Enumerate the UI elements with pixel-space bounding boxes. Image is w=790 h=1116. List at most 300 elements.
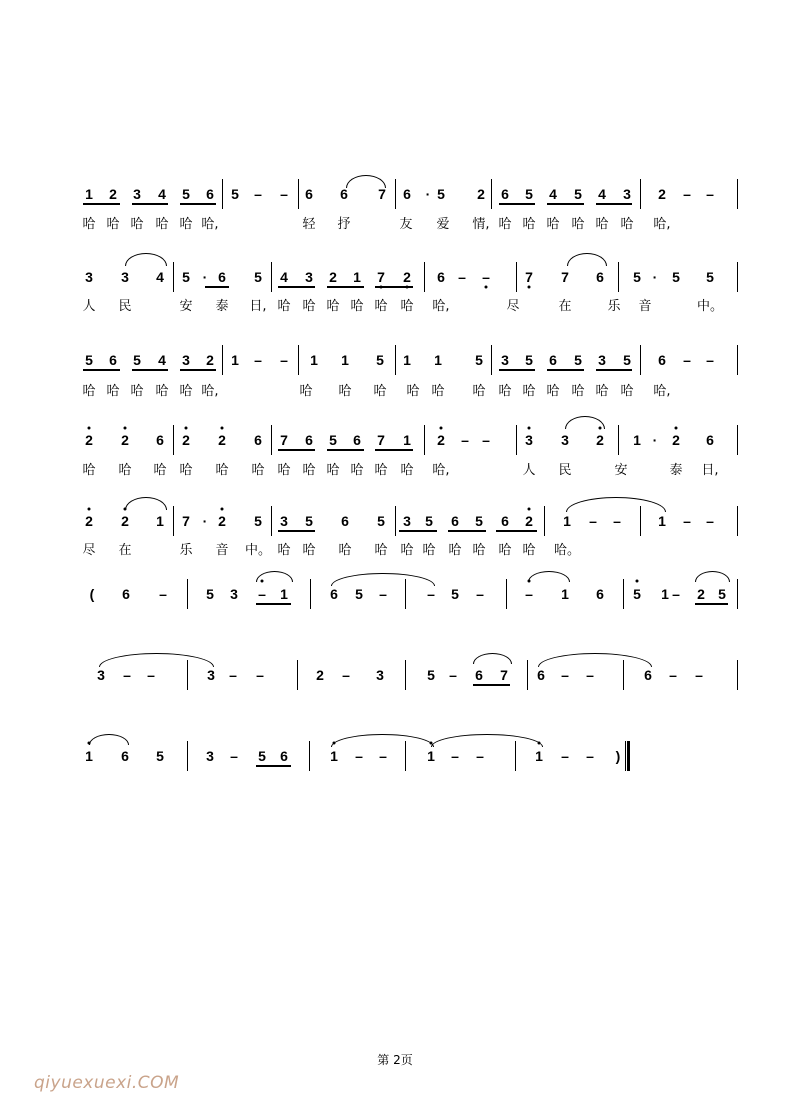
note: ) — [615, 748, 621, 764]
note: 6 — [206, 186, 214, 202]
octave-dot — [440, 427, 443, 430]
beam-underline — [327, 286, 364, 288]
lyric-syllable: 轻 — [302, 217, 316, 232]
lyric-syllable: 抒 — [337, 217, 351, 232]
lyric-syllable: 哈, — [653, 217, 671, 232]
bar-line — [506, 579, 507, 609]
note: – — [683, 186, 691, 202]
slur — [567, 253, 607, 266]
note: – — [706, 513, 714, 529]
note: 5 — [706, 269, 714, 285]
note: – — [476, 748, 484, 764]
lyric-syllable: 哈 — [400, 543, 414, 558]
note: 6 — [156, 432, 164, 448]
note: 6 — [305, 186, 313, 202]
note: 5 — [133, 352, 141, 368]
site-watermark: qiyuexuexi.COM — [34, 1073, 180, 1093]
note: 3 — [376, 667, 384, 683]
lyric-syllable: 哈 — [155, 217, 169, 232]
lyric-syllable: 安 — [614, 463, 628, 478]
note: – — [482, 432, 490, 448]
bar-line — [222, 179, 223, 209]
note: 3 — [85, 269, 93, 285]
note: 1 — [661, 586, 669, 602]
bar-line — [271, 262, 272, 292]
lyric-syllable: 哈 — [422, 543, 436, 558]
beam-underline — [547, 369, 584, 371]
octave-dot — [675, 427, 678, 430]
note: 2 — [596, 432, 604, 448]
bar-line — [737, 425, 738, 455]
bar-line — [618, 262, 619, 292]
note: 1 — [403, 352, 411, 368]
bar-line — [640, 345, 641, 375]
beam-underline — [695, 603, 728, 605]
note: 3 — [133, 186, 141, 202]
note: 3 — [97, 667, 105, 683]
bar-line — [173, 506, 174, 536]
lyric-syllable: 哈。 — [553, 543, 581, 558]
bar-line — [310, 579, 311, 609]
note: – — [254, 352, 262, 368]
note: 5 — [574, 352, 582, 368]
bar-line — [405, 660, 406, 690]
note: · — [652, 432, 658, 448]
lyric-syllable: 哈 — [350, 299, 364, 314]
note: 2 — [121, 513, 129, 529]
note: 3 — [598, 352, 606, 368]
octave-dot — [185, 427, 188, 430]
note: 6 — [501, 513, 509, 529]
lyric-syllable: 音 — [215, 543, 229, 558]
lyric-syllable: 哈 — [546, 217, 560, 232]
note: – — [586, 748, 594, 764]
bar-line — [424, 262, 425, 292]
octave-dot — [88, 427, 91, 430]
note: – — [561, 748, 569, 764]
note: 1 — [330, 748, 338, 764]
note: 1 — [633, 432, 641, 448]
note: 2 — [85, 513, 93, 529]
bar-line — [737, 179, 738, 209]
note: 6 — [706, 432, 714, 448]
note: 4 — [158, 186, 166, 202]
note: 6 — [109, 352, 117, 368]
note: – — [449, 667, 457, 683]
bar-line — [737, 345, 738, 375]
octave-dot — [636, 580, 639, 583]
lyric-syllable: 人 — [82, 299, 96, 314]
note: 6 — [451, 513, 459, 529]
lyric-syllable: 哈, — [432, 299, 450, 314]
lyric-syllable: 哈 — [350, 463, 364, 478]
note: – — [561, 667, 569, 683]
note: 1 — [85, 186, 93, 202]
note: 5 — [376, 352, 384, 368]
note: 1 — [535, 748, 543, 764]
note: – — [256, 667, 264, 683]
beam-underline — [278, 449, 315, 451]
lyric-syllable: 哈 — [326, 463, 340, 478]
note: – — [258, 586, 266, 602]
note: 5 — [525, 352, 533, 368]
note: – — [613, 513, 621, 529]
lyric-syllable: 哈 — [571, 384, 585, 399]
beam-underline — [499, 203, 535, 205]
beam-underline — [256, 765, 291, 767]
bar-line — [271, 506, 272, 536]
note: 6 — [254, 432, 262, 448]
bar-line — [527, 660, 528, 690]
note: 6 — [644, 667, 652, 683]
bar-line — [516, 425, 517, 455]
lyric-syllable: 哈 — [620, 384, 634, 399]
lyric-syllable: 哈 — [82, 217, 96, 232]
note: 1 — [427, 748, 435, 764]
note: 5 — [377, 513, 385, 529]
note: – — [669, 667, 677, 683]
page-number: 第 2页 — [377, 1053, 413, 1067]
octave-dot — [528, 508, 531, 511]
lyric-syllable: 在 — [558, 299, 572, 314]
lyric-syllable: 音 — [638, 299, 652, 314]
note: 5 — [718, 586, 726, 602]
note: – — [683, 352, 691, 368]
note: 6 — [330, 586, 338, 602]
lyric-syllable: 情, — [472, 217, 490, 232]
octave-dot — [221, 427, 224, 430]
slur — [346, 175, 386, 188]
note: 3 — [561, 432, 569, 448]
beam-underline — [375, 449, 413, 451]
note: 5 — [206, 586, 214, 602]
lyric-syllable: 哈 — [130, 217, 144, 232]
note: – — [254, 186, 262, 202]
bar-line — [395, 345, 396, 375]
note: 6 — [537, 667, 545, 683]
lyric-syllable: 日, — [701, 463, 719, 478]
note: 6 — [218, 269, 226, 285]
note: 4 — [598, 186, 606, 202]
note: 3 — [501, 352, 509, 368]
lyric-syllable: 哈 — [302, 463, 316, 478]
bar-line — [737, 506, 738, 536]
note: 2 — [316, 667, 324, 683]
beam-underline — [496, 530, 537, 532]
lyric-syllable: 哈 — [277, 299, 291, 314]
note: 3 — [280, 513, 288, 529]
beam-underline — [256, 603, 291, 605]
note: 3 — [305, 269, 313, 285]
note: – — [230, 748, 238, 764]
note: 1 — [403, 432, 411, 448]
note: 6 — [280, 748, 288, 764]
note: – — [706, 352, 714, 368]
note: 5 — [85, 352, 93, 368]
lyric-syllable: 哈 — [498, 543, 512, 558]
lyric-syllable: 民 — [558, 463, 572, 478]
beam-underline — [132, 369, 168, 371]
bar-line — [625, 741, 626, 771]
note: – — [379, 586, 387, 602]
note: 5 — [254, 269, 262, 285]
lyric-syllable: 哈 — [106, 384, 120, 399]
note: 5 — [182, 269, 190, 285]
lyric-syllable: 哈 — [338, 384, 352, 399]
note: 3 — [525, 432, 533, 448]
bar-line — [298, 345, 299, 375]
note: 2 — [477, 186, 485, 202]
note: 1 — [434, 352, 442, 368]
note: 5 — [254, 513, 262, 529]
lyric-syllable: 哈 — [155, 384, 169, 399]
beam-underline — [180, 369, 216, 371]
note: – — [706, 186, 714, 202]
slur — [528, 571, 570, 582]
lyric-syllable: 哈 — [406, 384, 420, 399]
note: 5 — [633, 269, 641, 285]
bar-line — [222, 345, 223, 375]
beam-underline — [547, 203, 584, 205]
note: 5 — [672, 269, 680, 285]
note: 5 — [355, 586, 363, 602]
slur — [89, 734, 129, 745]
beam-underline — [278, 530, 315, 532]
note: 2 — [329, 269, 337, 285]
note: – — [672, 586, 680, 602]
lyric-syllable: 日, — [249, 299, 267, 314]
note: · — [202, 269, 208, 285]
lyric-syllable: 爱 — [436, 217, 450, 232]
beam-underline — [448, 530, 486, 532]
note: 6 — [501, 186, 509, 202]
beam-underline — [205, 286, 229, 288]
bar-line — [309, 741, 310, 771]
lyric-syllable: 哈 — [179, 217, 193, 232]
note: 6 — [437, 269, 445, 285]
beam-underline — [596, 203, 632, 205]
note: 3 — [623, 186, 631, 202]
note: 5 — [633, 586, 641, 602]
bar-line — [737, 579, 738, 609]
note: 1 — [85, 748, 93, 764]
note: 7 — [377, 432, 385, 448]
note: 6 — [353, 432, 361, 448]
note: 2 — [85, 432, 93, 448]
note: – — [355, 748, 363, 764]
bar-line — [271, 425, 272, 455]
note: 2 — [206, 352, 214, 368]
beam-underline — [473, 684, 510, 686]
slur — [565, 416, 605, 429]
note: – — [451, 748, 459, 764]
note: – — [280, 186, 288, 202]
lyric-syllable: 哈 — [373, 384, 387, 399]
lyric-syllable: 泰 — [215, 299, 229, 314]
note: 3 — [206, 748, 214, 764]
note: 6 — [340, 186, 348, 202]
lyric-syllable: 哈 — [498, 217, 512, 232]
note: 2 — [109, 186, 117, 202]
lyric-syllable: 哈 — [82, 384, 96, 399]
note: 6 — [596, 586, 604, 602]
lyric-syllable: 友 — [399, 217, 413, 232]
note: – — [280, 352, 288, 368]
lyric-syllable: 哈 — [130, 384, 144, 399]
note: – — [589, 513, 597, 529]
note: 5 — [156, 748, 164, 764]
note: 1 — [563, 513, 571, 529]
note: 4 — [158, 352, 166, 368]
lyric-syllable: 哈 — [251, 463, 265, 478]
note: 3 — [230, 586, 238, 602]
lyric-syllable: 哈 — [299, 384, 313, 399]
note: 2 — [182, 432, 190, 448]
bar-line — [395, 506, 396, 536]
note: 4 — [280, 269, 288, 285]
lyric-syllable: 哈 — [82, 463, 96, 478]
bar-line — [737, 660, 738, 690]
beam-underline — [83, 203, 120, 205]
lyric-syllable: 哈 — [277, 543, 291, 558]
lyric-syllable: 民 — [118, 299, 132, 314]
note: 5 — [475, 513, 483, 529]
note: 2 — [525, 513, 533, 529]
note: 3 — [182, 352, 190, 368]
lyric-syllable: 哈 — [546, 384, 560, 399]
note: 7 — [378, 186, 386, 202]
note: 1 — [658, 513, 666, 529]
note: 2 — [218, 432, 226, 448]
bar-line — [491, 345, 492, 375]
lyric-syllable: 哈 — [522, 543, 536, 558]
note: – — [695, 667, 703, 683]
note: – — [476, 586, 484, 602]
lyric-syllable: 哈 — [571, 217, 585, 232]
bar-line — [395, 179, 396, 209]
note: 3 — [403, 513, 411, 529]
note: 1 — [341, 352, 349, 368]
note: – — [525, 586, 533, 602]
lyric-syllable: 哈 — [302, 543, 316, 558]
bar-line — [173, 425, 174, 455]
octave-dot — [221, 508, 224, 511]
lyric-syllable: 哈 — [522, 217, 536, 232]
lyric-syllable: 哈 — [118, 463, 132, 478]
lyric-syllable: 哈 — [153, 463, 167, 478]
octave-dot — [528, 427, 531, 430]
note: 5 — [451, 586, 459, 602]
octave-dot — [124, 427, 127, 430]
bar-line — [187, 579, 188, 609]
octave-dot — [380, 286, 383, 289]
note: 7 — [561, 269, 569, 285]
note: 5 — [475, 352, 483, 368]
lyric-syllable: 在 — [118, 543, 132, 558]
note: 1 — [231, 352, 239, 368]
slur — [331, 734, 434, 747]
note: 5 — [329, 432, 337, 448]
note: – — [123, 667, 131, 683]
lyric-syllable: 哈 — [179, 384, 193, 399]
lyric-syllable: 哈 — [277, 463, 291, 478]
note: 5 — [437, 186, 445, 202]
octave-dot — [88, 508, 91, 511]
note: – — [461, 432, 469, 448]
bar-line — [491, 179, 492, 209]
note: 3 — [207, 667, 215, 683]
octave-dot — [406, 286, 409, 289]
note: 5 — [427, 667, 435, 683]
note: 4 — [549, 186, 557, 202]
bar-line — [618, 425, 619, 455]
note: – — [159, 586, 167, 602]
note: 5 — [182, 186, 190, 202]
lyric-syllable: 哈 — [498, 384, 512, 399]
slur — [566, 497, 666, 512]
slur — [695, 571, 730, 582]
lyric-syllable: 哈 — [472, 384, 486, 399]
bar-line — [737, 262, 738, 292]
bar-line — [544, 506, 545, 536]
lyric-syllable: 哈 — [400, 299, 414, 314]
slur — [256, 571, 293, 582]
lyric-syllable: 哈 — [595, 217, 609, 232]
lyric-syllable: 尽 — [506, 299, 520, 314]
note: ( — [89, 586, 95, 602]
lyric-syllable: 哈, — [432, 463, 450, 478]
note: 5 — [258, 748, 266, 764]
note: 6 — [403, 186, 411, 202]
lyric-syllable: 安 — [179, 299, 193, 314]
note: 5 — [525, 186, 533, 202]
note: 5 — [623, 352, 631, 368]
note: 6 — [305, 432, 313, 448]
note: 1 — [310, 352, 318, 368]
bar-line — [623, 579, 624, 609]
bar-line — [187, 741, 188, 771]
note: – — [586, 667, 594, 683]
note: 2 — [658, 186, 666, 202]
lyric-syllable: 哈 — [431, 384, 445, 399]
note: 5 — [231, 186, 239, 202]
beam-underline — [596, 369, 632, 371]
note: 6 — [658, 352, 666, 368]
note: 1 — [280, 586, 288, 602]
note: 7 — [182, 513, 190, 529]
beam-underline — [499, 369, 535, 371]
lyric-syllable: 哈 — [400, 463, 414, 478]
note: 1 — [353, 269, 361, 285]
note: 6 — [121, 748, 129, 764]
beam-underline — [327, 449, 364, 451]
bar-line — [298, 179, 299, 209]
lyric-syllable: 哈, — [653, 384, 671, 399]
beam-underline — [132, 203, 168, 205]
lyric-syllable: 哈 — [522, 384, 536, 399]
lyric-syllable: 哈 — [472, 543, 486, 558]
note: 7 — [500, 667, 508, 683]
lyric-syllable: 哈 — [374, 463, 388, 478]
lyric-syllable: 中。 — [696, 299, 724, 314]
slur — [473, 653, 512, 664]
slur — [125, 253, 167, 266]
note: 2 — [437, 432, 445, 448]
note: 7 — [377, 269, 385, 285]
note: 5 — [305, 513, 313, 529]
note: 2 — [121, 432, 129, 448]
note: – — [683, 513, 691, 529]
